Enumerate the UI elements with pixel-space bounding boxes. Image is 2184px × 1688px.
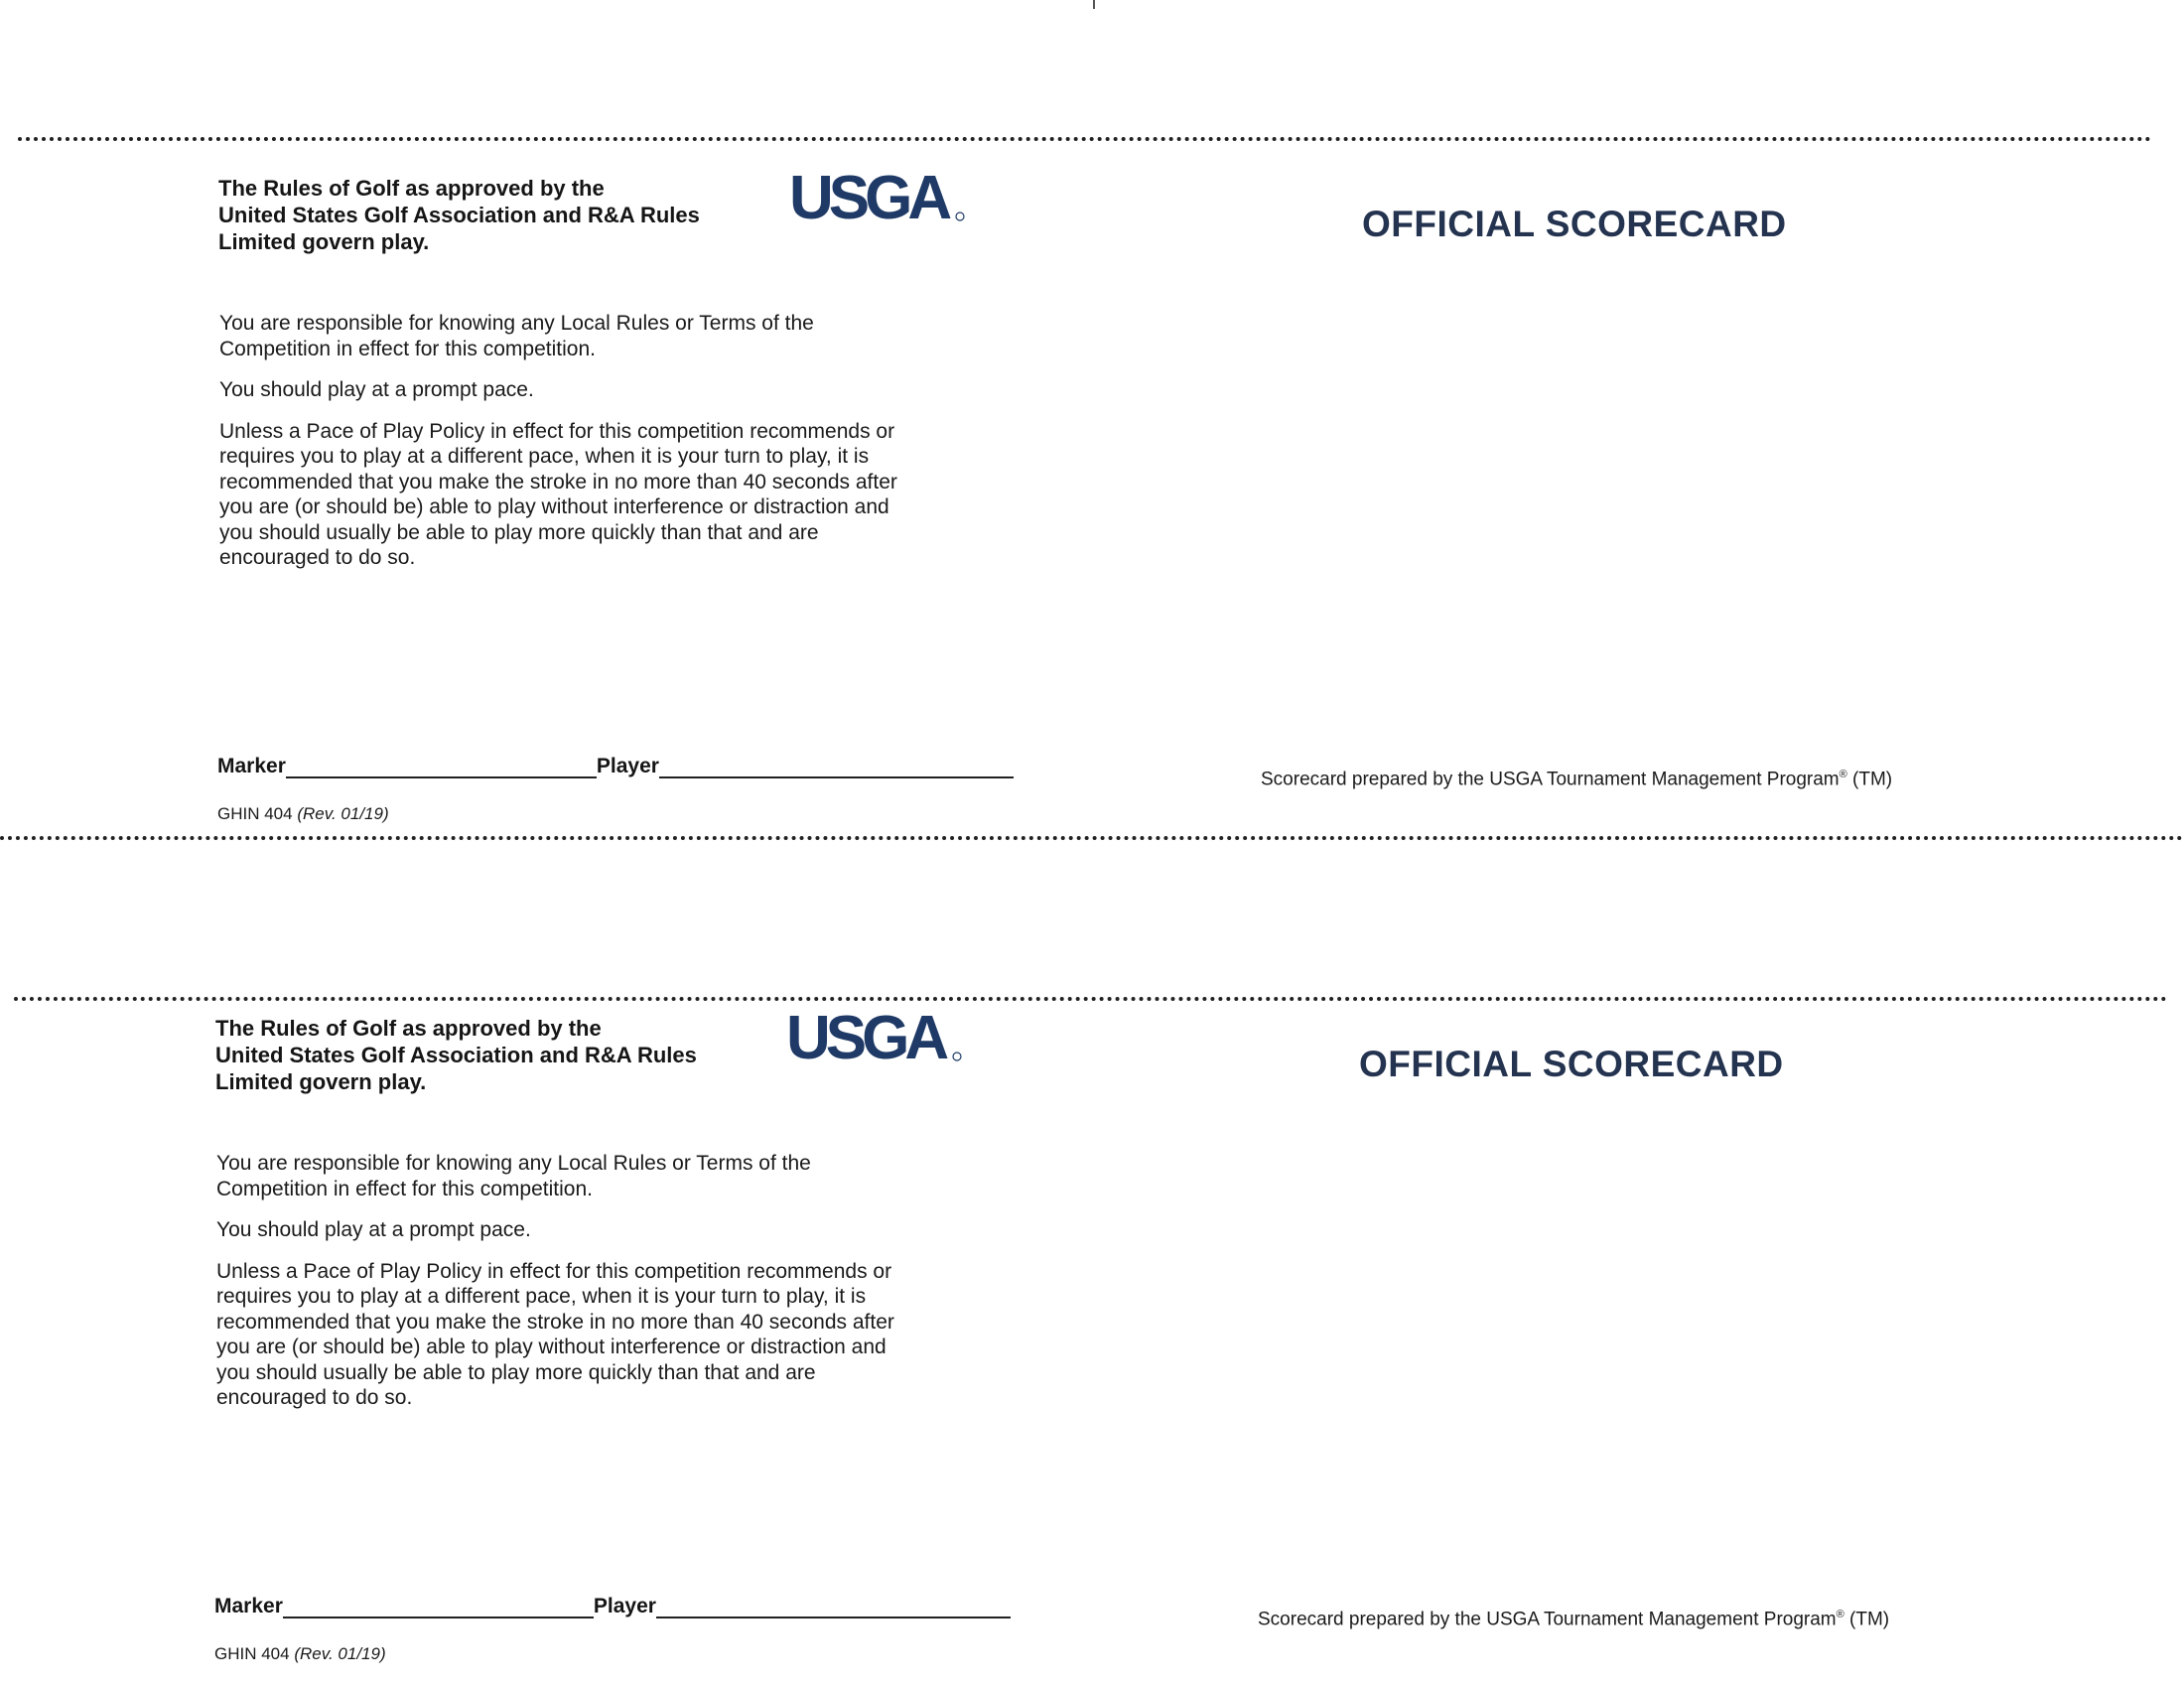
revision: (Rev. 01/19) — [294, 1644, 386, 1663]
form-footer — [217, 804, 389, 824]
paragraph-pace-policy: Unless a Pace of Play Policy in effect for this competition recommends or requires you to play at a different pace, when it is your turn to play, it is recommended that you make the stroke in no more than 40 seconds after you are (or should be) able to play without interference or distraction and you should usually be able to play more quickly than that and are encouraged to do so. — [219, 419, 897, 569]
paragraph-pace-policy: Unless a Pace of Play Policy in effect for this competition recommends or requires you to play at a different pace, when it is your turn to play, it is recommended that you make the stroke in no more than 40 seconds after you are (or should be) able to play without interference or distraction and you should usually be able to play more quickly than that and are encouraged to do so. — [216, 1259, 894, 1409]
instructions — [219, 311, 994, 587]
scorecard-1 — [0, 0, 2184, 823]
rules-heading: The Rules of Golf as approved by the United States Golf Association and R&A Rules Limited govern play. — [215, 1016, 697, 1094]
form-footer — [214, 1644, 386, 1664]
marker-signature-line[interactable] — [286, 757, 597, 778]
usga-logo-wordmark: USGA — [789, 167, 948, 226]
usga-logo — [786, 1007, 965, 1066]
usga-logo — [789, 167, 968, 226]
player-label: Player — [593, 1595, 656, 1618]
revision: (Rev. 01/19) — [297, 804, 389, 823]
player-signature-line[interactable] — [656, 1597, 1011, 1618]
form-number: GHIN 404 — [217, 804, 293, 823]
paragraph-prompt-pace: You should play at a prompt pace. — [216, 1218, 531, 1241]
signature-row — [214, 1595, 1011, 1618]
player-label: Player — [596, 755, 659, 777]
signature-row — [217, 755, 1014, 778]
player-signature-line[interactable] — [659, 757, 1014, 778]
usga-logo-wordmark: USGA — [786, 1007, 945, 1066]
paragraph-local-rules: You are responsible for knowing any Local Rules or Terms of the Competition in effect for this competition. — [219, 312, 814, 360]
marker-label: Marker — [214, 1595, 283, 1618]
paragraph-local-rules: You are responsible for knowing any Local Rules or Terms of the Competition in effect for this competition. — [216, 1152, 811, 1200]
scorecard-title: OFFICIAL SCORECARD — [1359, 1044, 1784, 1084]
scorecard-title: OFFICIAL SCORECARD — [1362, 204, 1787, 244]
form-number: GHIN 404 — [214, 1644, 290, 1663]
marker-label: Marker — [217, 755, 286, 777]
scorecard-2 — [0, 840, 2181, 1663]
prepared-by: Scorecard prepared by the USGA Tournament Management Program® (TM) — [1261, 769, 1893, 790]
marker-signature-line[interactable] — [283, 1597, 594, 1618]
rules-heading: The Rules of Golf as approved by the United States Golf Association and R&A Rules Limited govern play. — [218, 176, 700, 254]
paragraph-prompt-pace: You should play at a prompt pace. — [219, 378, 534, 401]
prepared-by: Scorecard prepared by the USGA Tournament Management Program® (TM) — [1258, 1609, 1890, 1630]
instructions — [216, 1151, 991, 1427]
